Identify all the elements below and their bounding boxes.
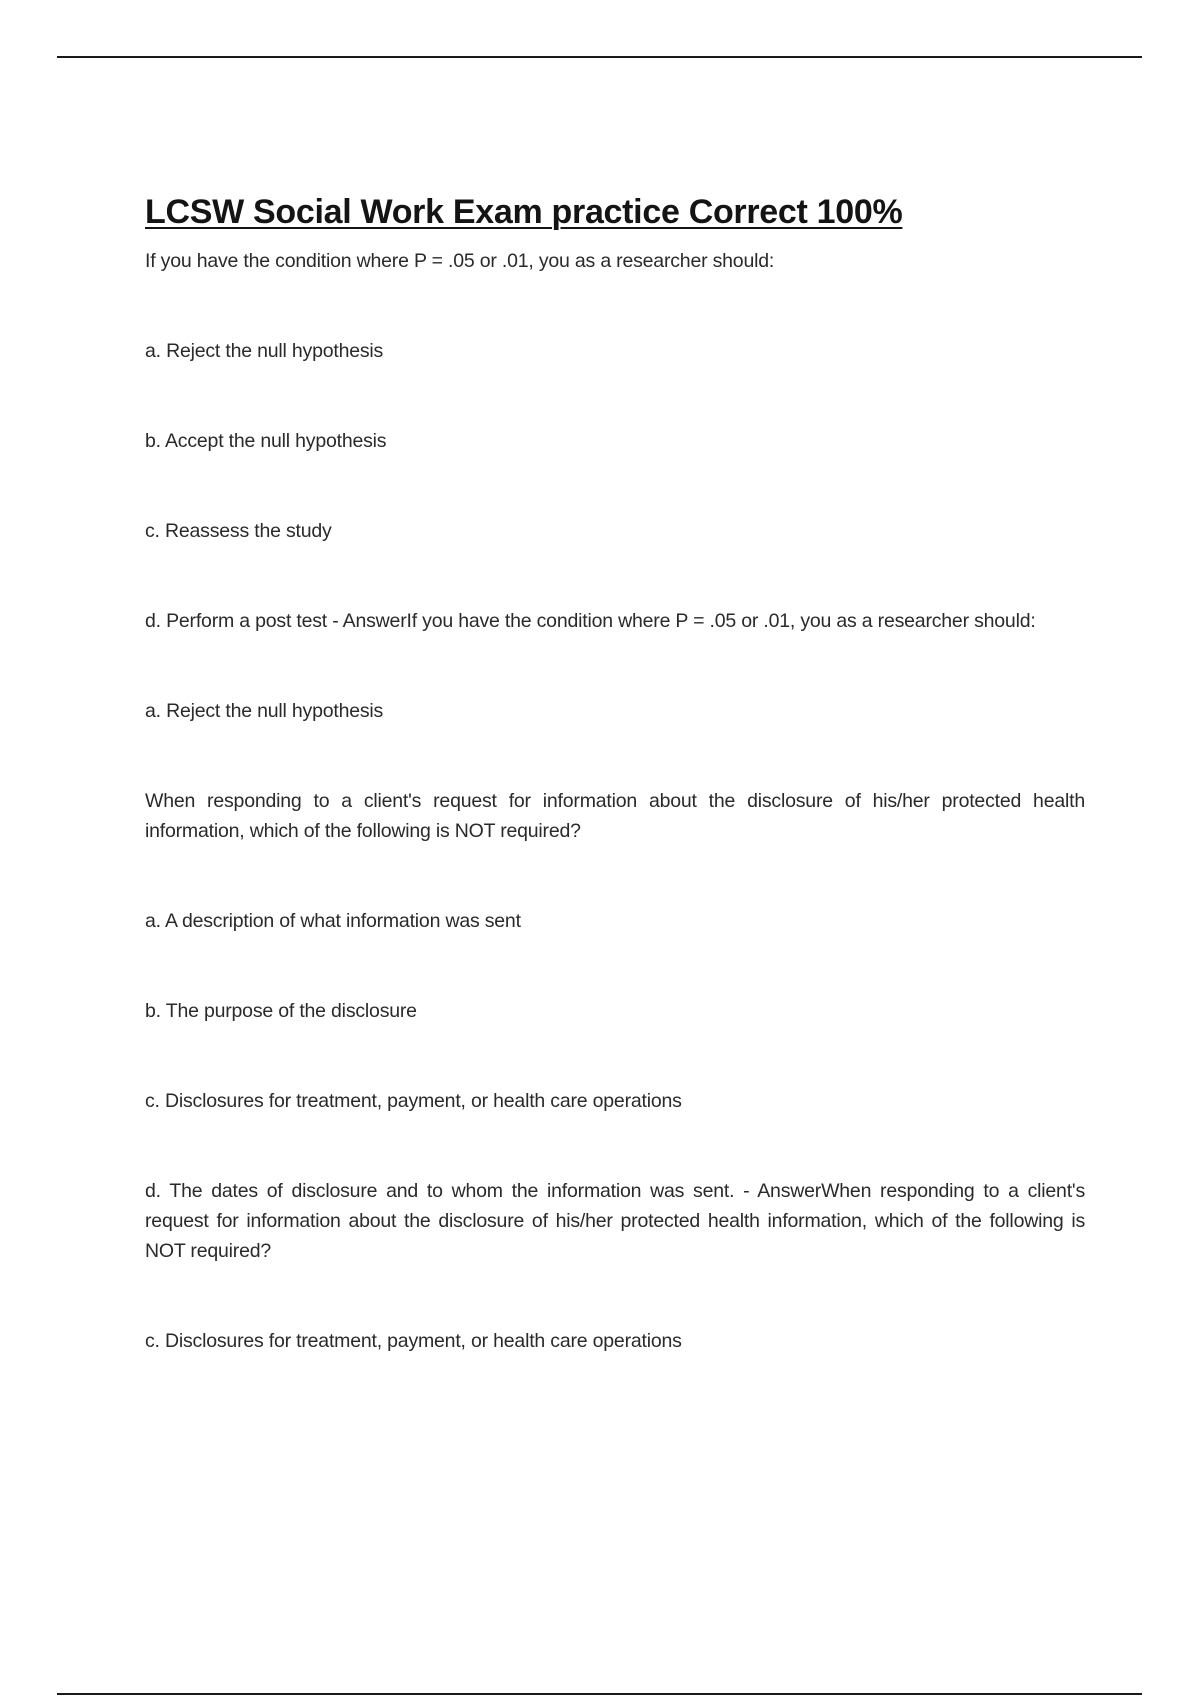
correct-answer: c. Disclosures for treatment, payment, or health care operations xyxy=(145,1330,682,1352)
answer-option: a. Reject the null hypothesis xyxy=(145,340,384,362)
correct-answer: a. Reject the null hypothesis xyxy=(145,700,384,722)
question-text: When responding to a client's request for information about the disclosure of his/her protected health information, which of the following is NOT required? xyxy=(145,790,1085,842)
answer-option: c. Disclosures for treatment, payment, or health care operations xyxy=(145,1090,682,1112)
answer-option-with-answer: d. Perform a post test - AnswerIf you have the condition where P = .05 or .01, you as a researcher should: xyxy=(145,610,1036,632)
answer-option: c. Reassess the study xyxy=(145,520,332,542)
top-rule xyxy=(57,56,1142,58)
answer-option: b. The purpose of the disclosure xyxy=(145,1000,417,1022)
question-list xyxy=(145,246,1085,1356)
document-body xyxy=(145,190,1085,1416)
question-text: If you have the condition where P = .05 or .01, you as a researcher should: xyxy=(145,250,775,272)
answer-option-with-answer: d. The dates of disclosure and to whom the information was sent. - AnswerWhen responding to a client's request for information about the disclosure of his/her protected health information, which of the following is NOT required? xyxy=(145,1180,1085,1262)
bottom-rule xyxy=(57,1693,1142,1695)
answer-option: a. A description of what information was sent xyxy=(145,910,521,932)
answer-option: b. Accept the null hypothesis xyxy=(145,430,387,452)
document-title: LCSW Social Work Exam practice Correct 100% xyxy=(145,193,903,231)
